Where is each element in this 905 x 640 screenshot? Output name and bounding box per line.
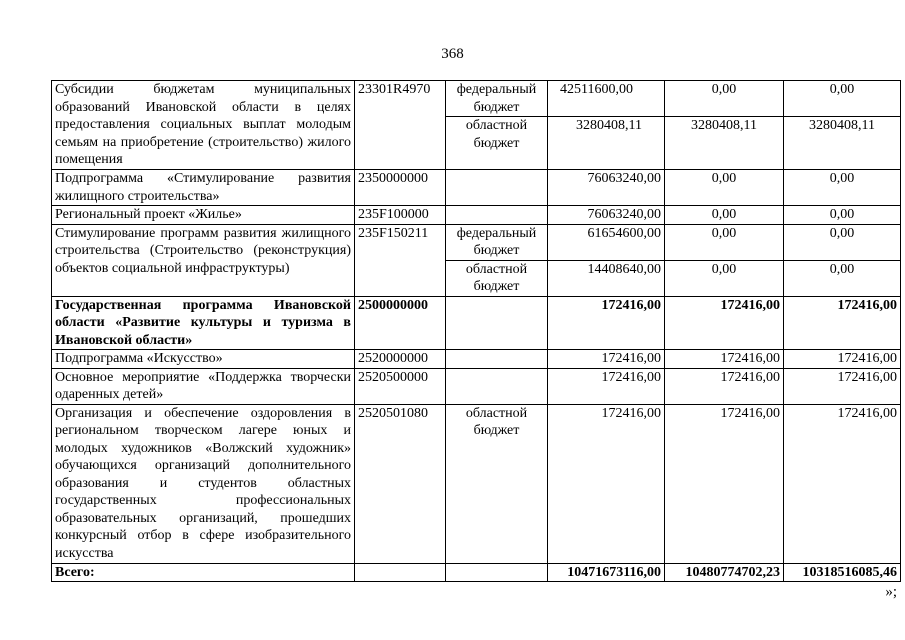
row-source bbox=[446, 206, 548, 225]
row-value-3: 3280408,11 bbox=[784, 117, 901, 170]
row-value-1: 172416,00 bbox=[548, 368, 665, 404]
total-value-3: 10318516085,46 bbox=[784, 563, 901, 582]
row-code: 2520500000 bbox=[355, 368, 446, 404]
row-name: Субсидии бюджетам муниципальных образований Ивановской области в целях предоставления социальных выплат молодым семьям на приобретение (строительство) жилого помещения bbox=[52, 81, 355, 170]
row-value-2: 0,00 bbox=[665, 81, 784, 117]
row-name: Государственная программа Ивановской области «Развитие культуры и туризма в Ивановской области» bbox=[52, 296, 355, 350]
row-value-2: 172416,00 bbox=[665, 296, 784, 350]
row-source: областной бюджет bbox=[446, 117, 548, 170]
row-value-3: 172416,00 bbox=[784, 368, 901, 404]
row-source: федеральный бюджет bbox=[446, 81, 548, 117]
row-value-1: 172416,00 bbox=[548, 404, 665, 563]
row-value-2: 0,00 bbox=[665, 260, 784, 296]
row-source: областной бюджет bbox=[446, 404, 548, 563]
row-code: 235F100000 bbox=[355, 206, 446, 225]
row-value-1: 172416,00 bbox=[548, 296, 665, 350]
row-name: Организация и обеспечение оздоровления в региональном творческом лагере юных и молодых художников «Волжский художник» обучающихся организаций дополнительного образования и студентов областных государственных профессиональных образовательных организаций, прошедших конкурсный отбор в сфере изобразительного искусства bbox=[52, 404, 355, 563]
total-source-empty bbox=[446, 563, 548, 582]
row-value-3: 0,00 bbox=[784, 206, 901, 225]
row-value-3: 0,00 bbox=[784, 81, 901, 117]
total-label: Всего: bbox=[52, 563, 355, 582]
page-number: 368 bbox=[441, 46, 464, 62]
total-value-1: 10471673116,00 bbox=[548, 563, 665, 582]
table-row bbox=[52, 404, 901, 563]
row-value-3: 0,00 bbox=[784, 224, 901, 260]
row-code: 23301R4970 bbox=[355, 81, 446, 170]
row-value-1: 14408640,00 bbox=[548, 260, 665, 296]
row-name: Подпрограмма «Стимулирование развития жилищного строительства» bbox=[52, 170, 355, 206]
row-value-2: 0,00 bbox=[665, 206, 784, 225]
budget-table bbox=[51, 80, 901, 582]
row-source bbox=[446, 350, 548, 369]
table-row bbox=[52, 206, 901, 225]
table-row bbox=[52, 350, 901, 369]
row-value-2: 3280408,11 bbox=[665, 117, 784, 170]
row-value-1: 42511600,00 bbox=[548, 81, 665, 117]
row-value-3: 0,00 bbox=[784, 260, 901, 296]
row-value-3: 172416,00 bbox=[784, 350, 901, 369]
total-value-2: 10480774702,23 bbox=[665, 563, 784, 582]
row-value-2: 172416,00 bbox=[665, 404, 784, 563]
row-value-1: 172416,00 bbox=[548, 350, 665, 369]
row-value-1: 61654600,00 bbox=[548, 224, 665, 260]
row-value-3: 0,00 bbox=[784, 170, 901, 206]
total-code-empty bbox=[355, 563, 446, 582]
row-value-2: 172416,00 bbox=[665, 350, 784, 369]
row-value-2: 0,00 bbox=[665, 224, 784, 260]
row-code: 2520501080 bbox=[355, 404, 446, 563]
row-value-1: 76063240,00 bbox=[548, 170, 665, 206]
table-row bbox=[52, 170, 901, 206]
row-source: областной бюджет bbox=[446, 260, 548, 296]
closing-quote-mark: »; bbox=[885, 584, 897, 600]
row-source bbox=[446, 368, 548, 404]
row-name: Подпрограмма «Искусство» bbox=[52, 350, 355, 369]
row-value-1: 76063240,00 bbox=[548, 206, 665, 225]
row-source: федеральный бюджет bbox=[446, 224, 548, 260]
total-row bbox=[52, 563, 901, 582]
row-code: 2500000000 bbox=[355, 296, 446, 350]
table-row bbox=[52, 296, 901, 350]
row-value-1: 3280408,11 bbox=[548, 117, 665, 170]
row-name: Стимулирование программ развития жилищного строительства (Строительство (реконструкция) объектов социальной инфраструктуры) bbox=[52, 224, 355, 296]
row-value-3: 172416,00 bbox=[784, 296, 901, 350]
row-source bbox=[446, 170, 548, 206]
row-value-3: 172416,00 bbox=[784, 404, 901, 563]
row-value-2: 0,00 bbox=[665, 170, 784, 206]
row-value-2: 172416,00 bbox=[665, 368, 784, 404]
table-row bbox=[52, 224, 901, 260]
row-name: Региональный проект «Жилье» bbox=[52, 206, 355, 225]
table-row bbox=[52, 368, 901, 404]
row-code: 235F150211 bbox=[355, 224, 446, 296]
row-source bbox=[446, 296, 548, 350]
row-code: 2520000000 bbox=[355, 350, 446, 369]
table-row bbox=[52, 81, 901, 117]
row-name: Основное мероприятие «Поддержка творчески одаренных детей» bbox=[52, 368, 355, 404]
row-code: 2350000000 bbox=[355, 170, 446, 206]
